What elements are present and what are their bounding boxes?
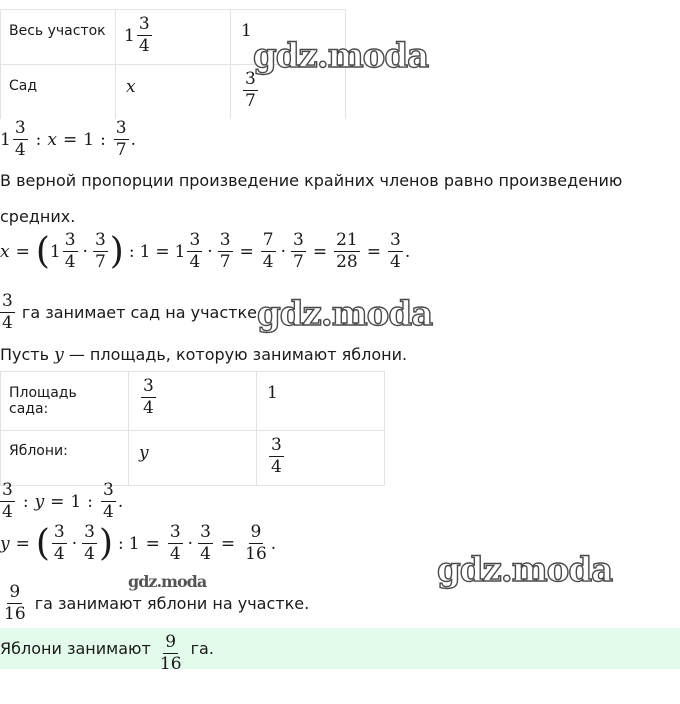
denominator: 4 (200, 544, 211, 564)
fraction (243, 524, 269, 563)
numerator: 21 (336, 230, 358, 250)
table-cell-ratio (257, 431, 385, 486)
table-cell-value (129, 431, 257, 486)
row-label: Сад (9, 78, 38, 94)
denominator: 4 (138, 36, 150, 56)
multiply-sign: · (280, 241, 287, 262)
fraction (261, 232, 276, 271)
denominator: 7 (94, 252, 106, 272)
equals-sign: = (155, 241, 170, 262)
denominator: 4 (271, 457, 282, 477)
number: 1 (83, 129, 95, 150)
equals-sign: = (239, 241, 254, 262)
fraction-wrap (257, 431, 384, 482)
right-paren: ) (109, 230, 124, 272)
ratio-sign: : (87, 491, 93, 512)
table-cell-value (116, 65, 231, 120)
numerator: 3 (219, 230, 231, 250)
proportion-table-apples (0, 371, 385, 486)
fraction (158, 634, 184, 669)
number: 1 (139, 241, 151, 262)
number: 1 (70, 491, 82, 512)
solution-equation-x (0, 232, 410, 271)
ratio-value: 1 (241, 21, 252, 41)
fraction (269, 437, 284, 476)
numerator: 3 (115, 118, 127, 138)
variable-x: x (0, 241, 10, 262)
table-cell-value (116, 10, 231, 65)
answer-highlight (0, 628, 680, 669)
variable-y: y (0, 533, 10, 554)
period: . (130, 129, 137, 150)
numerator: 3 (245, 69, 256, 89)
fraction-wrap (129, 372, 256, 423)
row-label: Яблони: (9, 443, 68, 459)
numerator: 3 (293, 230, 304, 250)
ratio-value: 1 (267, 383, 278, 403)
denominator: 4 (14, 140, 26, 160)
fraction (0, 293, 15, 332)
numerator: 3 (84, 522, 95, 542)
ratio-sign: : (128, 241, 135, 262)
table-cell-label (1, 372, 129, 431)
denominator: 4 (102, 502, 114, 522)
denominator: 16 (4, 604, 26, 624)
whole-part: 1 (49, 241, 61, 262)
result-text: га занимают яблони на участке. (29, 594, 310, 613)
fraction (198, 524, 213, 563)
table-cell-label (1, 431, 129, 486)
numerator: 9 (165, 632, 177, 652)
denominator: 4 (189, 252, 201, 272)
number: 1 (128, 533, 140, 554)
fraction (187, 232, 202, 271)
left-paren: ( (35, 522, 50, 564)
table-cell-label (1, 10, 116, 65)
fraction (0, 482, 15, 521)
row-label: Площадь сада: (9, 385, 77, 417)
whole-part: 1 (124, 25, 135, 46)
denominator: 4 (84, 544, 95, 564)
watermark: gdz.moda (253, 36, 429, 76)
numerator: 3 (53, 522, 65, 542)
fraction (334, 232, 360, 271)
numerator: 3 (189, 230, 201, 250)
fraction (168, 524, 183, 563)
fraction (114, 120, 129, 159)
fraction (101, 482, 116, 521)
equals-sign: = (62, 129, 78, 150)
let-suffix: — площадь, которую занимают яблони. (63, 345, 408, 364)
denominator: 4 (2, 313, 13, 333)
multiply-sign: · (187, 533, 194, 554)
mixed-number (116, 10, 230, 61)
ratio-sign: : (100, 129, 106, 150)
table-row (1, 431, 385, 486)
whole-part: 1 (0, 129, 11, 150)
numerator: 3 (271, 435, 282, 455)
fraction (243, 71, 258, 110)
period: . (270, 533, 277, 554)
table-row (1, 372, 385, 431)
fraction (2, 584, 28, 623)
fraction (291, 232, 306, 271)
denominator: 4 (64, 252, 76, 272)
denominator: 7 (293, 252, 304, 272)
equals-sign: = (366, 241, 381, 262)
numerator: 3 (94, 230, 106, 250)
denominator: 4 (143, 398, 154, 418)
variable-x: x (47, 129, 57, 150)
rule-text-line2: средних. (0, 207, 76, 226)
numerator: 3 (169, 522, 181, 542)
numerator: 3 (64, 230, 76, 250)
numerator: 3 (143, 376, 154, 396)
numerator: 7 (262, 230, 274, 250)
fraction (388, 232, 403, 271)
numerator: 9 (250, 522, 262, 542)
denominator: 7 (245, 91, 256, 111)
answer-text (0, 628, 214, 669)
result-text: га занимает сад на участке. (16, 303, 263, 322)
equals-sign: = (15, 533, 30, 554)
denominator: 16 (159, 654, 182, 669)
numerator: 9 (9, 582, 21, 602)
variable-y: y (34, 491, 45, 512)
whole-part: 1 (174, 241, 186, 262)
fraction (218, 232, 233, 271)
equals-sign: = (145, 533, 160, 554)
denominator: 4 (53, 544, 65, 564)
row-label: Весь участок (9, 23, 106, 39)
let-statement (0, 345, 407, 365)
period: . (404, 241, 411, 262)
table-cell-label (1, 65, 116, 120)
table-cell-ratio (257, 372, 385, 431)
fraction (63, 232, 78, 271)
proportion-equation-y (0, 482, 123, 521)
multiply-sign: · (82, 241, 88, 262)
denominator: 16 (245, 544, 267, 564)
multiply-sign: · (207, 241, 213, 262)
denominator: 4 (169, 544, 181, 564)
denominator: 4 (389, 252, 401, 272)
numerator: 3 (138, 14, 150, 34)
result-garden-area (0, 293, 262, 332)
fraction (13, 120, 28, 159)
equals-sign: = (15, 241, 30, 262)
ratio-sign: : (22, 491, 29, 512)
numerator: 3 (102, 480, 114, 500)
equals-sign: = (220, 533, 236, 554)
multiply-sign: · (71, 533, 78, 554)
fraction (141, 378, 156, 417)
watermark: gdz.moda (257, 294, 433, 334)
let-prefix: Пусть (0, 345, 55, 364)
right-paren: ) (98, 522, 114, 564)
variable-x: x (126, 77, 136, 97)
numerator: 3 (2, 291, 13, 311)
numerator: 3 (14, 118, 26, 138)
rule-text-line1: В верной пропорции произведение крайних членов равно произведению (0, 171, 623, 190)
left-paren: ( (35, 230, 50, 272)
denominator: 7 (115, 140, 127, 160)
ratio-sign: : (35, 129, 42, 150)
table-cell-value (129, 372, 257, 431)
fraction (93, 232, 108, 271)
denominator: 4 (2, 502, 13, 522)
denominator: 4 (262, 252, 274, 272)
numerator: 3 (200, 522, 211, 542)
proportion-equation-x (0, 120, 136, 159)
solution-equation-y (0, 524, 276, 563)
fraction (82, 524, 97, 563)
answer-prefix: Яблони занимают (0, 639, 156, 658)
denominator: 7 (219, 252, 231, 272)
fraction (52, 524, 67, 563)
watermark: gdz.moda (437, 550, 613, 590)
answer-suffix: га. (185, 639, 214, 658)
numerator: 3 (2, 480, 13, 500)
equals-sign: = (312, 241, 328, 262)
variable-y: y (54, 345, 64, 365)
watermark: gdz.moda (128, 572, 207, 591)
period: . (117, 491, 124, 512)
fraction (137, 16, 152, 55)
denominator: 28 (336, 252, 358, 272)
equals-sign: = (50, 491, 65, 512)
ratio-sign: : (118, 533, 124, 554)
variable-y: y (139, 443, 149, 463)
numerator: 3 (389, 230, 401, 250)
